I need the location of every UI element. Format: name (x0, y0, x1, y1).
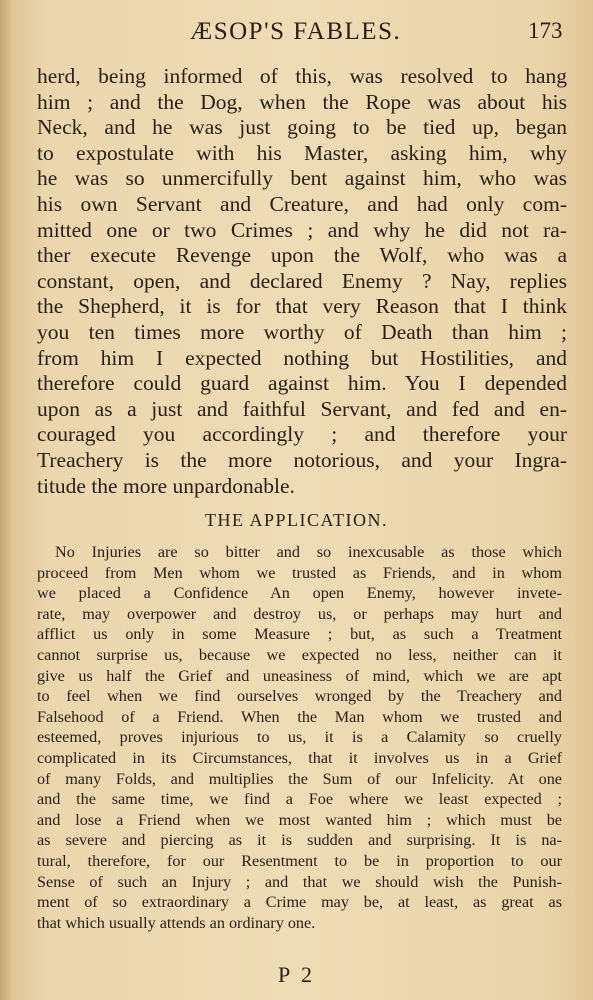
body-line: mitted one or two Crimes ; and why he did not ra- (37, 217, 567, 242)
body-line: couraged you accordingly ; and therefore your (37, 422, 567, 447)
body-line: therefore could guard against him. You I depended (37, 371, 567, 396)
page-gutter-shadow (0, 0, 12, 1000)
body-line: to expostulate with his Master, asking him, why (37, 140, 567, 165)
body-line: his own Servant and Creature, and had only com- (37, 191, 567, 216)
body-line: Neck, and he was just going to be tied up, began (37, 115, 567, 140)
body-line: he was so unmercifully bent against him, who was (37, 166, 567, 191)
application-line: as severe and piercing as it is sudden and surprising. It is na- (37, 831, 562, 850)
fable-body-text (37, 64, 567, 499)
application-line: give us half the Grief and uneasiness of mind, which we are apt (37, 666, 562, 685)
body-line: you ten times more worthy of Death than him ; (37, 319, 567, 344)
application-line: proceed from Men whom we trusted as Friends, and in whom (37, 563, 562, 582)
application-line: cannot surprise us, because we expected no less, neither can it (37, 645, 562, 664)
body-line: the Shepherd, it is for that very Reason that I think (37, 294, 567, 319)
application-line: esteemed, proves injurious to us, it is a Calamity so cruelly (37, 728, 562, 747)
application-line: and lose a Friend when we most wanted him ; which must be (37, 810, 562, 829)
body-line: from him I expected nothing but Hostilities, and (37, 345, 567, 370)
application-line: afflict us only in some Measure ; but, as such a Treatment (37, 625, 562, 644)
application-line: tural, therefore, for our Resentment to be in proportion to our (37, 851, 562, 870)
body-line: herd, being informed of this, was resolved to hang (37, 64, 567, 88)
application-line: of many Folds, and multiplies the Sum of our Infelicity. At one (37, 769, 562, 788)
body-line: him ; and the Dog, when the Rope was about his (37, 89, 567, 114)
signature-mark: P 2 (278, 962, 315, 987)
application-line: and the same time, we find a Foe where we least expected ; (37, 790, 562, 809)
body-line: Treachery is the more notorious, and your Ingra- (37, 447, 567, 472)
application-line: No Injuries are so bitter and so inexcusable as those which (55, 543, 562, 561)
application-line: we placed a Confidence An open Enemy, however invete- (37, 584, 562, 603)
application-line: complicated in its Circumstances, that it involves us in a Grief (37, 748, 562, 767)
page-header (0, 14, 593, 48)
application-heading: THE APPLICATION. (204, 510, 388, 530)
body-line: ther execute Revenge upon the Wolf, who was a (37, 243, 567, 268)
body-line: constant, open, and declared Enemy ? Nay, replies (37, 268, 567, 293)
body-line: upon as a just and faithful Servant, and fed and en- (37, 396, 567, 421)
running-title: ÆSOP'S FABLES. (190, 18, 402, 45)
application-line: Sense of such an Injury ; and that we should wish the Punish- (37, 872, 562, 891)
application-line: Falsehood of a Friend. When the Man whom we trusted and (37, 707, 562, 726)
application-text (37, 542, 562, 933)
application-line: to feel when we find ourselves wronged by the Treachery and (37, 687, 562, 706)
application-line: that which usually attends an ordinary one. (37, 913, 316, 932)
body-line: titude the more unpardonable. (37, 473, 295, 498)
page-number: 173 (528, 18, 563, 43)
application-line: ment of so extraordinary a Crime may be, at least, as great as (37, 893, 562, 912)
application-line: rate, may overpower and destroy us, or perhaps may hurt and (37, 604, 562, 623)
